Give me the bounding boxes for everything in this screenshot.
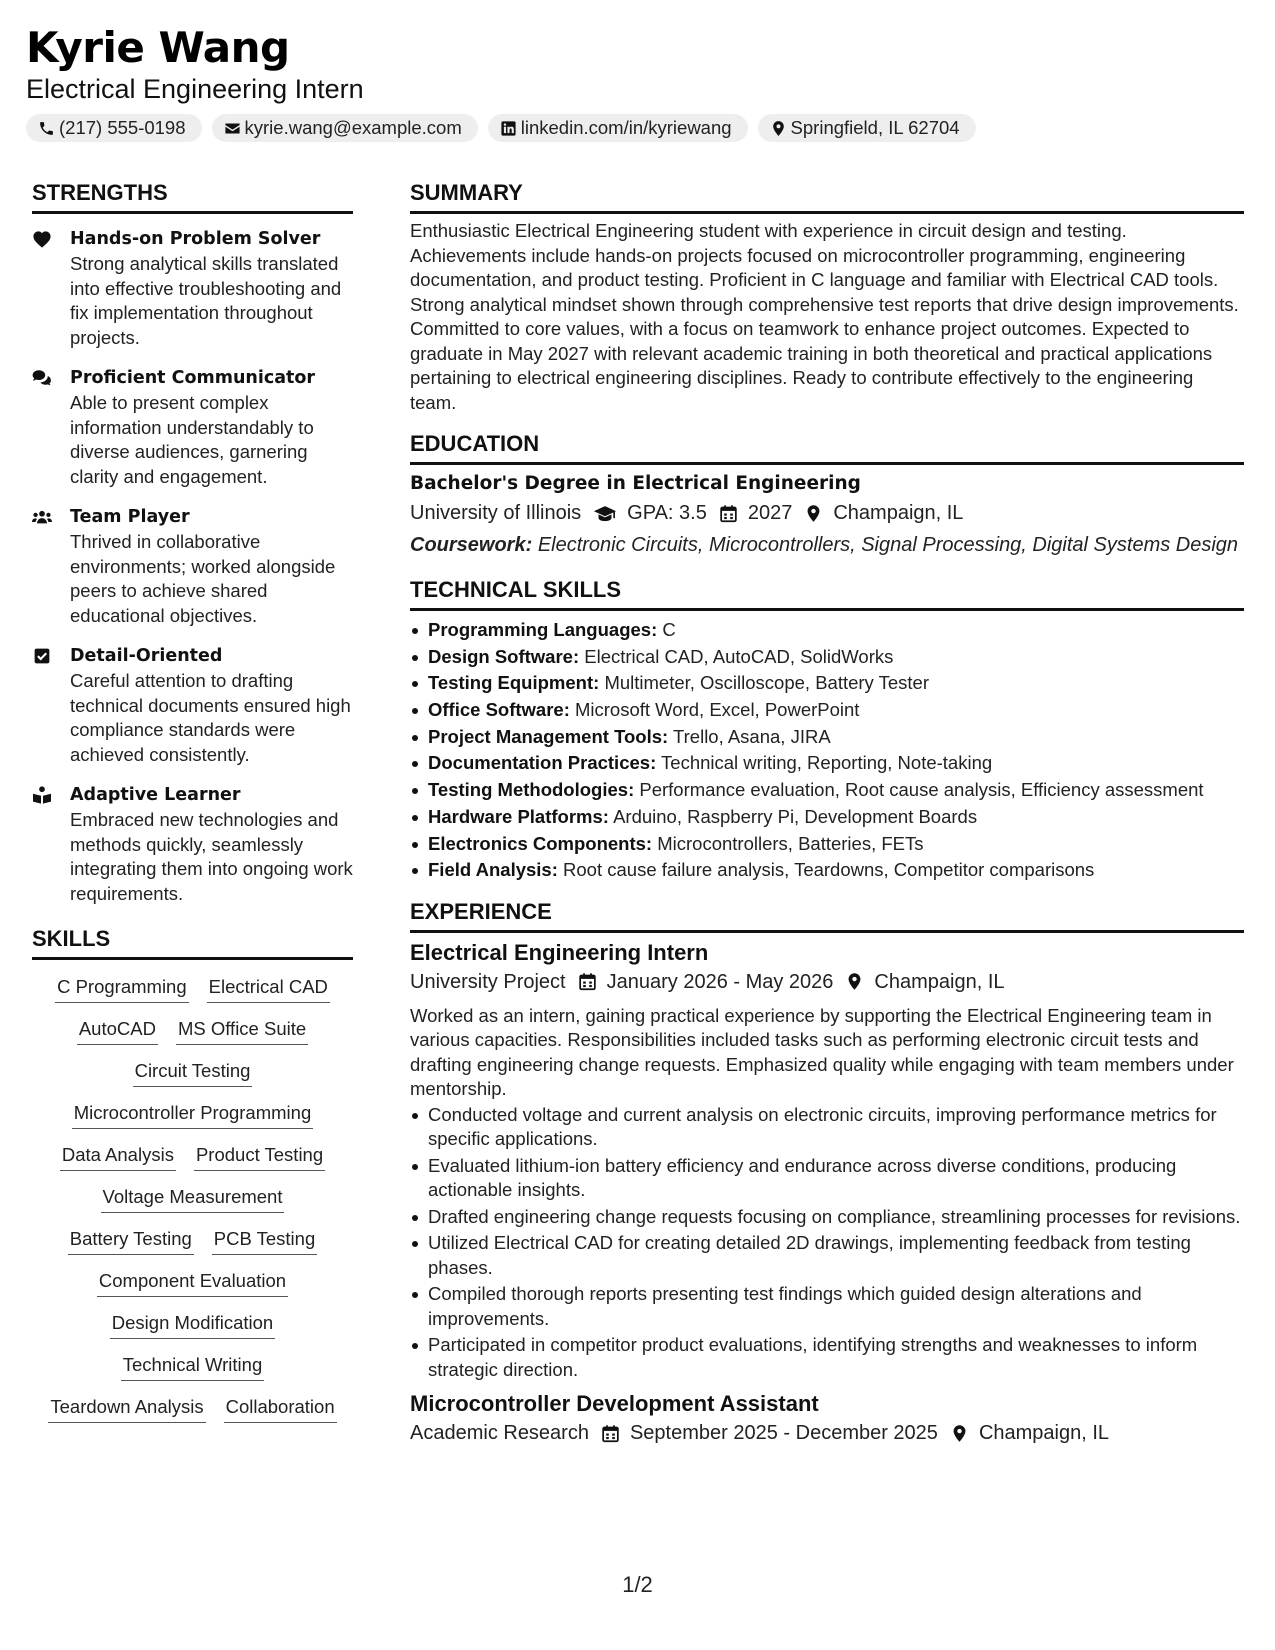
strength-desc: Careful attention to drafting technical documents ensured high compliance standards were achieved consistently.	[70, 670, 351, 765]
list-item	[410, 751, 1244, 776]
job-title: Electrical Engineering Intern	[410, 939, 709, 965]
skill-tag: Battery Testing	[68, 1226, 194, 1255]
skill-values: Multimeter, Oscilloscope, Battery Tester	[604, 672, 929, 694]
job-meta	[410, 1418, 1244, 1448]
graduation-cap-icon	[593, 504, 617, 523]
education-heading: EDUCATION	[410, 429, 1244, 465]
skill-values: Root cause failure analysis, Teardowns, Competitor comparisons	[563, 859, 1095, 881]
skill-category: Project Management Tools:	[428, 725, 669, 747]
skill-values: Microsoft Word, Excel, PowerPoint	[575, 699, 860, 721]
graduation-year: 2027	[747, 502, 793, 524]
skill-tag: AutoCAD	[77, 1016, 158, 1045]
skills-section	[32, 924, 353, 1423]
list-item	[410, 805, 1244, 830]
skill-values: Technical writing, Reporting, Note-taking	[661, 752, 993, 774]
strength-item	[32, 504, 353, 628]
list-item: Utilized Electrical CAD for creating detailed 2D drawings, implementing feedback from testing phases.	[410, 1231, 1244, 1280]
skill-category: Electronics Components:	[428, 832, 653, 854]
job-location: Champaign, IL	[978, 1422, 1110, 1445]
skill-category: Office Software:	[428, 699, 570, 721]
job-bullets	[410, 1103, 1244, 1383]
strengths-section	[32, 178, 353, 906]
list-item: Drafted engineering change requests focusing on compliance, streamlining processes for revisions.	[410, 1205, 1244, 1230]
strength-desc: Embraced new technologies and methods quickly, seamlessly integrating them into ongoing work requirements.	[70, 809, 353, 904]
strength-item	[32, 226, 353, 350]
skill-tag: Electrical CAD	[207, 974, 330, 1003]
skill-category: Programming Languages:	[428, 619, 658, 640]
summary-heading: SUMMARY	[410, 178, 1244, 214]
map-marker-icon	[950, 1424, 969, 1443]
users-icon	[32, 508, 52, 526]
strength-item	[32, 365, 353, 489]
strength-desc: Able to present complex information understandably to diverse audiences, garnering clarity and engagement.	[70, 392, 314, 487]
strength-item	[32, 643, 353, 767]
skill-tag: Component Evaluation	[97, 1268, 288, 1297]
degree-title: Bachelor's Degree in Electrical Engineering	[410, 473, 861, 494]
skill-tag: MS Office Suite	[176, 1016, 308, 1045]
skill-category: Testing Methodologies:	[428, 779, 635, 801]
skill-tag: Data Analysis	[60, 1142, 176, 1171]
book-reader-icon	[32, 786, 52, 804]
list-item	[410, 832, 1244, 857]
skill-tag: Teardown Analysis	[48, 1394, 205, 1423]
job-org: Academic Research	[410, 1422, 589, 1445]
contact-phone-text: (217) 555-0198	[59, 117, 186, 138]
list-item	[410, 671, 1244, 696]
skill-category: Testing Equipment:	[428, 672, 600, 694]
strengths-list	[32, 226, 353, 906]
contact-bar	[26, 114, 1246, 142]
skill-tag: Design Modification	[110, 1310, 275, 1339]
comments-icon	[32, 369, 52, 387]
summary-text: Enthusiastic Electrical Engineering student with experience in circuit design and testing. Achievements include hands-on projects focused on microcontroller programming, engineering documentation, and product testing. Proficient in C language and familiar with Electrical CAD tools. Strong analytical mindset shown through comprehensive test reports that drive design improvements. Committed to core values, with a focus on teamwork to enhance project outcomes. Expected to graduate in May 2027 with relevant academic training in both theoretical and practical applications pertaining to electrical engineering disciplines. Ready to contribute effectively to the engineering team.	[410, 220, 1239, 413]
skill-values: Microcontrollers, Batteries, FETs	[657, 832, 924, 854]
job-location: Champaign, IL	[874, 970, 1005, 993]
right-column	[410, 178, 1244, 1448]
strength-title: Adaptive Learner	[70, 785, 241, 805]
heart-icon	[32, 230, 52, 248]
job-title: Microcontroller Development Assistant	[410, 1391, 819, 1417]
candidate-name: Kyrie Wang	[26, 23, 290, 72]
list-item: Evaluated lithium-ion battery efficiency and endurance across diverse conditions, producing actionable insights.	[410, 1154, 1244, 1203]
strength-title: Hands-on Problem Solver	[70, 229, 321, 249]
coursework-list: Electronic Circuits, Microcontrollers, Signal Processing, Digital Systems Design	[537, 534, 1239, 556]
experience-section	[410, 897, 1244, 1449]
coursework	[410, 533, 1244, 557]
skill-category: Hardware Platforms:	[428, 805, 609, 827]
job-meta	[410, 967, 1244, 997]
gpa: GPA: 3.5	[627, 502, 707, 524]
job-dates: January 2026 - May 2026	[606, 970, 834, 993]
skill-category: Field Analysis:	[428, 859, 558, 881]
skill-category: Design Software:	[428, 645, 580, 667]
candidate-role: Electrical Engineering Intern	[26, 74, 364, 104]
coursework-label: Coursework:	[410, 534, 533, 556]
experience-heading: EXPERIENCE	[410, 897, 1244, 933]
skill-values: Performance evaluation, Root cause analysis, Efficiency assessment	[639, 779, 1204, 801]
skill-tag-list	[32, 974, 353, 1423]
skill-tag: Product Testing	[194, 1142, 325, 1171]
calendar-icon	[601, 1424, 620, 1443]
page-number: 1/2	[622, 1572, 653, 1597]
skill-values: Electrical CAD, AutoCAD, SolidWorks	[584, 645, 894, 667]
map-marker-icon	[845, 972, 864, 991]
strength-title: Detail-Oriented	[70, 646, 223, 666]
list-item	[410, 858, 1244, 883]
list-item	[410, 698, 1244, 723]
job-org: University Project	[410, 970, 566, 993]
skill-tag: Collaboration	[224, 1394, 337, 1423]
list-item	[410, 725, 1244, 750]
left-column	[32, 178, 353, 1423]
technical-skills-heading: TECHNICAL SKILLS	[410, 575, 1244, 611]
strength-desc: Strong analytical skills translated into effective troubleshooting and fix implementation throughout projects.	[70, 253, 342, 348]
skills-heading: SKILLS	[32, 924, 353, 960]
education-section	[410, 429, 1244, 557]
job-dates: September 2025 - December 2025	[629, 1422, 938, 1445]
skill-values: C	[662, 619, 676, 640]
contact-linkedin-text: linkedin.com/in/kyriewang	[520, 117, 732, 138]
skill-tag: Circuit Testing	[133, 1058, 253, 1087]
skill-values: Arduino, Raspberry Pi, Development Boards	[613, 805, 978, 827]
strength-desc: Thrived in collaborative environments; worked alongside peers to achieve shared educational objectives.	[70, 531, 336, 626]
technical-skills-list	[410, 618, 1244, 883]
skill-tag: PCB Testing	[212, 1226, 317, 1255]
phone-icon	[38, 120, 55, 137]
skill-tag: C Programming	[55, 974, 189, 1003]
summary-section	[410, 178, 1244, 415]
contact-location[interactable]	[758, 114, 976, 142]
linkedin-icon	[500, 120, 517, 137]
list-item	[410, 618, 1244, 643]
resume-header	[26, 22, 1246, 142]
school-name: University of Illinois	[410, 502, 582, 524]
check-square-icon	[32, 647, 52, 665]
list-item	[410, 645, 1244, 670]
strength-item	[32, 782, 353, 906]
list-item	[410, 778, 1244, 803]
job-entry	[410, 939, 1244, 1383]
education-meta	[410, 498, 1244, 528]
calendar-icon	[578, 972, 597, 991]
list-item: Participated in competitor product evaluations, identifying strengths and weaknesses to inform strategic direction.	[410, 1333, 1244, 1382]
education-location: Champaign, IL	[833, 502, 964, 524]
strengths-heading: STRENGTHS	[32, 178, 353, 214]
skill-category: Documentation Practices:	[428, 752, 657, 774]
skill-tag: Technical Writing	[121, 1352, 265, 1381]
list-item: Compiled thorough reports presenting test findings which guided design alterations and improvements.	[410, 1282, 1244, 1331]
map-marker-icon	[770, 120, 787, 137]
strength-title: Team Player	[70, 507, 190, 527]
skill-tag: Microcontroller Programming	[72, 1100, 313, 1129]
job-entry	[410, 1390, 1244, 1448]
job-description: Worked as an intern, gaining practical experience by supporting the Electrical Engineering team in various capacities. Responsibilities included tasks such as performing electronic circuit tests and drafting engineering change requests. Emphasized quality while engaging with team members under mentorship.	[410, 1004, 1234, 1100]
skill-values: Trello, Asana, JIRA	[673, 725, 831, 747]
contact-email[interactable]	[212, 114, 478, 142]
map-marker-icon	[804, 504, 823, 523]
contact-linkedin[interactable]	[488, 114, 748, 142]
calendar-icon	[719, 504, 738, 523]
skill-tag: Voltage Measurement	[101, 1184, 285, 1213]
contact-phone[interactable]	[26, 114, 202, 142]
contact-email-text: kyrie.wang@example.com	[244, 117, 462, 138]
envelope-icon	[224, 120, 241, 137]
strength-title: Proficient Communicator	[70, 368, 316, 388]
contact-location-text: Springfield, IL 62704	[790, 117, 960, 138]
technical-skills-section	[410, 575, 1244, 883]
list-item: Conducted voltage and current analysis on electronic circuits, improving performance metrics for specific applications.	[410, 1103, 1244, 1152]
